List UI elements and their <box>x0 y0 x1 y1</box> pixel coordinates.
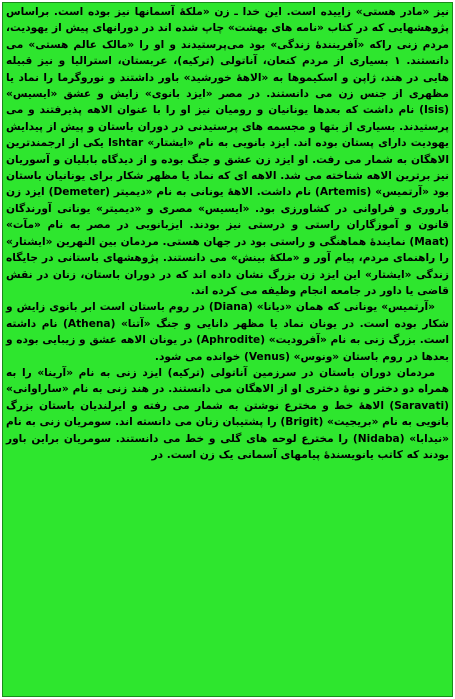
paragraph-1: نیز «مادر هستی» زاییده است. این خدا ـ زن «ملکهٔ آسمانها نیز بوده است. براساس پژوهشهایی که در کتاب «نامه های بهشت» چاپ شده اند در دورانهای پیش از یهودیت، مردم زنی راکه «آفرینندهٔ زندگی» بود می‌پرستیدند و او را «مالک عالم هستی» می دانستند. ۱ بسیاری از مردم کنعان، آناتولی (ترکیه)، عربستان، استرالیا و نیز قبیله هایی در هند، ژاپن و اسکیموها به «الاههٔ خورشید» باور داشتند و نوروگرما را نماد یا مظهری از جنس زن می دانستند. در مصر «ایزد بانوی» زایش و عشق «ایسیس» (Isis) نام داشت که بعدها یونانیان و رومیان نیز او را با عنوان الاهه پذیرفتند و می پرستیدند. بسیاری از بتها و مجسمه های پرستیدنی در دوران باستان و پیش از پیدایش یهودیت دارای پستان بوده اند. ایزد بانویی به نام «ایشتار» Ishtar یکی از ارجمندترین الاهگان به شمار می رفت. او ایزد زن عشق و جنگ بوده و از دیدگاه بابلیان و آسوریان نیز برترین الاهه شناخته می شد. الاهه ای که نماد یا مظهر شکار برای یونانیان باستان بود «آرتمیس» (Artemis) نام داشت. الاههٔ یونانی به نام «دیمیتر (Demeter) ایزد زن باروری و فراوانی در کشاورزی بود. «ایسیس» مصری و «دیمیتر» یونانی آورندگان قانون و آموزگاران راستی و درستی نیز بودند. ایزبانویی در مصر به نام «مآت» (Maat) نمایندهٔ هماهنگی و راستی بود در جهان هستی. مردمان بین النهرین «ایشتار» را راهنمای مردم، پیام آور و «ملکهٔ بینش» می دانستند. پژوهشهای باستانی در جایگاه زندگی «ایشتار» این ایزد زن بزرگ نشان داده اند که در دوران باستان، زنان در نقش قاضی یا داور در جامعه انجام وظیفه می کرده اند. <box>6 6 449 297</box>
paragraph-3: مردمان دوران باستان در سرزمین آناتولی (ترکیه) ایزد زنی به نام «آرینا» را به همراه دو دختر و نوهٔ دختری او از الاهگان می دانستند. در هند زنی به نام «ساراوانی» (Saravati) الاههٔ خط و مخترع نوشتن به شمار می رفته و ایرلندیان باستان بزرگ بانویی به نام «بریجیت» (Brigit) را پشتیبان زنان می دانسته اند. سومریان زنی به نام «نیدابا» (Nidaba) را مخترع لوحه های گلی و خط می دانستند. سومریان براین باور بودند که کاتب یانویسندهٔ پیامهای آسمانی یک زن است. در <box>6 366 449 461</box>
document-body <box>6 4 449 463</box>
document-panel <box>2 2 453 697</box>
paragraph-2: «آرتمیس» یونانی که همان «دیانا» (Diana) در روم باستان است ابر بانوی زایش و شکار بوده است. در یونان نماد یا مظهر دانایی و جنگ «آتنا» (Athena) نام داشته است. بزرگ زنی به نام «آفرودیت» (Aphrodite) در یونان الاهه عشق و زیبایی بوده و بعدها در روم باستان «ونوس» (Venus) خوانده می شود. <box>6 301 449 363</box>
